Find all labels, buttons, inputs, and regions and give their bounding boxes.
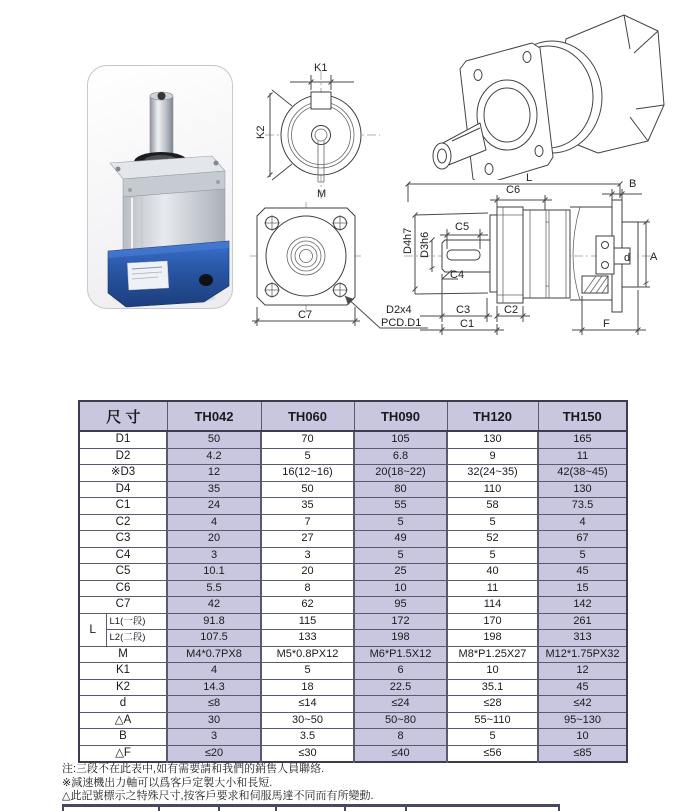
row-label-cell: C4 <box>79 547 167 564</box>
dim-label-c2: C2 <box>504 304 519 316</box>
value-cell: ≤85 <box>538 745 627 762</box>
value-cell: 16(12~16) <box>261 465 354 482</box>
value-cell: 5 <box>354 514 447 531</box>
table-row <box>79 564 627 581</box>
table-row <box>79 663 627 680</box>
value-cell: 130 <box>538 481 627 498</box>
row-label-cell: D1 <box>79 431 167 448</box>
table-row <box>79 729 627 746</box>
row-label-cell: d <box>79 696 167 713</box>
value-cell: 73.5 <box>538 498 627 515</box>
value-cell: 35 <box>167 481 261 498</box>
value-cell: 52 <box>447 531 538 548</box>
column-header: TH060 <box>261 401 354 431</box>
value-cell: 50~80 <box>354 712 447 729</box>
row-label-cell: △A <box>79 712 167 729</box>
row-label-cell: C1 <box>79 498 167 515</box>
shaft-end-view-drawing <box>240 55 410 205</box>
column-header: TH042 <box>167 401 261 431</box>
dim-label-c5: C5 <box>455 221 470 233</box>
value-cell: 32(24~35) <box>447 465 538 482</box>
row-label-cell: C7 <box>79 597 167 614</box>
value-cell: 20(18~22) <box>354 465 447 482</box>
dim-label-f: F <box>603 318 610 330</box>
value-cell: 35.1 <box>447 679 538 696</box>
value-cell: 261 <box>538 613 627 630</box>
value-cell: 42(38~45) <box>538 465 627 482</box>
product-photo <box>88 66 232 308</box>
value-cell: ≤40 <box>354 745 447 762</box>
value-cell: 40 <box>447 564 538 581</box>
table-row <box>79 646 627 663</box>
value-cell: 45 <box>538 679 627 696</box>
value-cell: 115 <box>261 613 354 630</box>
table-row <box>79 696 627 713</box>
row-label-cell: C2 <box>79 514 167 531</box>
value-cell: 30 <box>167 712 261 729</box>
value-cell: 50 <box>167 431 261 448</box>
value-cell: 10 <box>354 580 447 597</box>
value-cell: 12 <box>538 663 627 680</box>
value-cell: 9 <box>447 448 538 465</box>
value-cell: 5 <box>447 514 538 531</box>
value-cell: 55 <box>354 498 447 515</box>
table-row <box>79 679 627 696</box>
row-label-cell: △F <box>79 745 167 762</box>
value-cell: 8 <box>354 729 447 746</box>
value-cell: 35 <box>261 498 354 515</box>
row-label-cell: C3 <box>79 531 167 548</box>
value-cell: 5 <box>261 663 354 680</box>
value-cell: 133 <box>261 630 354 647</box>
dim-label-d3h6: D3h6 <box>419 231 431 258</box>
value-cell: 130 <box>447 431 538 448</box>
value-cell: 142 <box>538 597 627 614</box>
row-label-cell: L2(二段) <box>106 630 167 647</box>
value-cell: 20 <box>261 564 354 581</box>
value-cell: 10.1 <box>167 564 261 581</box>
value-cell: 3 <box>167 729 261 746</box>
value-cell: 67 <box>538 531 627 548</box>
dim-label-d4h7: D4h7 <box>402 227 414 254</box>
value-cell: ≤30 <box>261 745 354 762</box>
value-cell: 42 <box>167 597 261 614</box>
value-cell: M4*0.7PX8 <box>167 646 261 663</box>
value-cell: 95~130 <box>538 712 627 729</box>
table-row <box>79 597 627 614</box>
row-label-cell: ※D3 <box>79 465 167 482</box>
hatch-section <box>582 276 608 293</box>
value-cell: 3.5 <box>261 729 354 746</box>
size-column-header: 尺 寸 <box>79 401 167 431</box>
value-cell: M5*0.8PX12 <box>261 646 354 663</box>
dim-label-a: A <box>650 251 658 263</box>
dim-label-c7: C7 <box>298 309 313 321</box>
value-cell: 8 <box>261 580 354 597</box>
value-cell: 7 <box>261 514 354 531</box>
value-cell: 11 <box>447 580 538 597</box>
dim-label-k1: K1 <box>314 62 328 74</box>
column-header: TH120 <box>447 401 538 431</box>
table-row <box>79 613 627 630</box>
value-cell: 5 <box>538 547 627 564</box>
footnote-1: 注:三段不在此表中,如有需要請和我們的銷售人員聯絡. <box>62 763 325 775</box>
row-label-cell: D4 <box>79 481 167 498</box>
value-cell: 105 <box>354 431 447 448</box>
value-cell: 6 <box>354 663 447 680</box>
table-row <box>79 465 627 482</box>
value-cell: M6*P1.5X12 <box>354 646 447 663</box>
value-cell: 107.5 <box>167 630 261 647</box>
side-hole <box>199 274 213 286</box>
next-table-edge <box>62 804 560 811</box>
row-label-cell: M <box>79 646 167 663</box>
dim-label-c3: C3 <box>456 304 471 316</box>
value-cell: ≤56 <box>447 745 538 762</box>
dim-label-l: L <box>526 172 533 184</box>
value-cell: 62 <box>261 597 354 614</box>
value-cell: ≤8 <box>167 696 261 713</box>
value-cell: 4 <box>167 663 261 680</box>
value-cell: 110 <box>447 481 538 498</box>
output-shaft <box>150 96 173 160</box>
value-cell: 198 <box>447 630 538 647</box>
value-cell: 24 <box>167 498 261 515</box>
row-label-cell: K1 <box>79 663 167 680</box>
value-cell: 49 <box>354 531 447 548</box>
value-cell: 14.3 <box>167 679 261 696</box>
side-view-drawing <box>400 172 689 340</box>
dim-label-m: M <box>317 188 327 200</box>
table-row <box>79 712 627 729</box>
dimensions-table <box>78 400 628 763</box>
row-label-cell: L1(一段) <box>106 613 167 630</box>
dim-label-pcd-d1: PCD.D1 <box>381 317 422 329</box>
value-cell: ≤28 <box>447 696 538 713</box>
value-cell: 5 <box>354 547 447 564</box>
value-cell: 80 <box>354 481 447 498</box>
value-cell: 172 <box>354 613 447 630</box>
footnotes <box>62 763 374 804</box>
table-row <box>79 547 627 564</box>
value-cell: 10 <box>538 729 627 746</box>
value-cell: 12 <box>167 465 261 482</box>
value-cell: 5.5 <box>167 580 261 597</box>
value-cell: 22.5 <box>354 679 447 696</box>
table-row <box>79 431 627 448</box>
value-cell: 70 <box>261 431 354 448</box>
value-cell: ≤24 <box>354 696 447 713</box>
l-group-cell: L <box>79 613 106 646</box>
value-cell: 27 <box>261 531 354 548</box>
column-header: TH150 <box>538 401 627 431</box>
footnote-2: ※減速機出力軸可以爲客戶定製大小和長短. <box>62 776 273 789</box>
row-label-cell: K2 <box>79 679 167 696</box>
value-cell: 18 <box>261 679 354 696</box>
value-cell: 4 <box>167 514 261 531</box>
value-cell: 3 <box>167 547 261 564</box>
table-row <box>79 630 627 647</box>
product-photo-frame <box>87 65 233 309</box>
row-label-cell: D2 <box>79 448 167 465</box>
value-cell: 4 <box>538 514 627 531</box>
value-cell: 313 <box>538 630 627 647</box>
column-header: TH090 <box>354 401 447 431</box>
value-cell: 25 <box>354 564 447 581</box>
dim-label-d2x4: D2x4 <box>386 304 412 316</box>
dim-label-b: B <box>629 178 637 190</box>
dim-label-k2: K2 <box>255 125 267 139</box>
value-cell: 55~110 <box>447 712 538 729</box>
value-cell: 58 <box>447 498 538 515</box>
value-cell: 45 <box>538 564 627 581</box>
value-cell: 50 <box>261 481 354 498</box>
table-row <box>79 481 627 498</box>
value-cell: 30~50 <box>261 712 354 729</box>
dim-label-c6: C6 <box>506 184 521 196</box>
dim-label-c1: C1 <box>460 318 475 330</box>
value-cell: 10 <box>447 663 538 680</box>
value-cell: 5 <box>447 729 538 746</box>
value-cell: 6.8 <box>354 448 447 465</box>
value-cell: 114 <box>447 597 538 614</box>
value-cell: ≤42 <box>538 696 627 713</box>
table-row <box>79 498 627 515</box>
table-row <box>79 745 627 762</box>
table-row <box>79 580 627 597</box>
value-cell: 95 <box>354 597 447 614</box>
value-cell: 20 <box>167 531 261 548</box>
footnote-3: △此記號標示之特殊尺寸,按客戶要求和伺服馬達不同而有所變動. <box>62 790 374 802</box>
value-cell: M12*1.75PX32 <box>538 646 627 663</box>
value-cell: 165 <box>538 431 627 448</box>
row-label-cell: C6 <box>79 580 167 597</box>
table-header <box>79 401 627 431</box>
value-cell: 5 <box>261 448 354 465</box>
value-cell: ≤20 <box>167 745 261 762</box>
value-cell: 11 <box>538 448 627 465</box>
iso-view-drawing <box>420 5 670 180</box>
value-cell: 15 <box>538 580 627 597</box>
value-cell: 4.2 <box>167 448 261 465</box>
row-label-cell: B <box>79 729 167 746</box>
table-row <box>79 531 627 548</box>
label-sticker <box>127 261 168 290</box>
value-cell: 5 <box>447 547 538 564</box>
value-cell: M8*P1.25X27 <box>447 646 538 663</box>
value-cell: 170 <box>447 613 538 630</box>
value-cell: 198 <box>354 630 447 647</box>
table-row <box>79 448 627 465</box>
gear-housing <box>123 189 225 251</box>
value-cell: ≤14 <box>261 696 354 713</box>
dim-label-c4: C4 <box>450 269 465 281</box>
value-cell: 3 <box>261 547 354 564</box>
row-label-cell: C5 <box>79 564 167 581</box>
dim-label-d: d <box>624 252 631 264</box>
value-cell: 91.8 <box>167 613 261 630</box>
table-row <box>79 514 627 531</box>
